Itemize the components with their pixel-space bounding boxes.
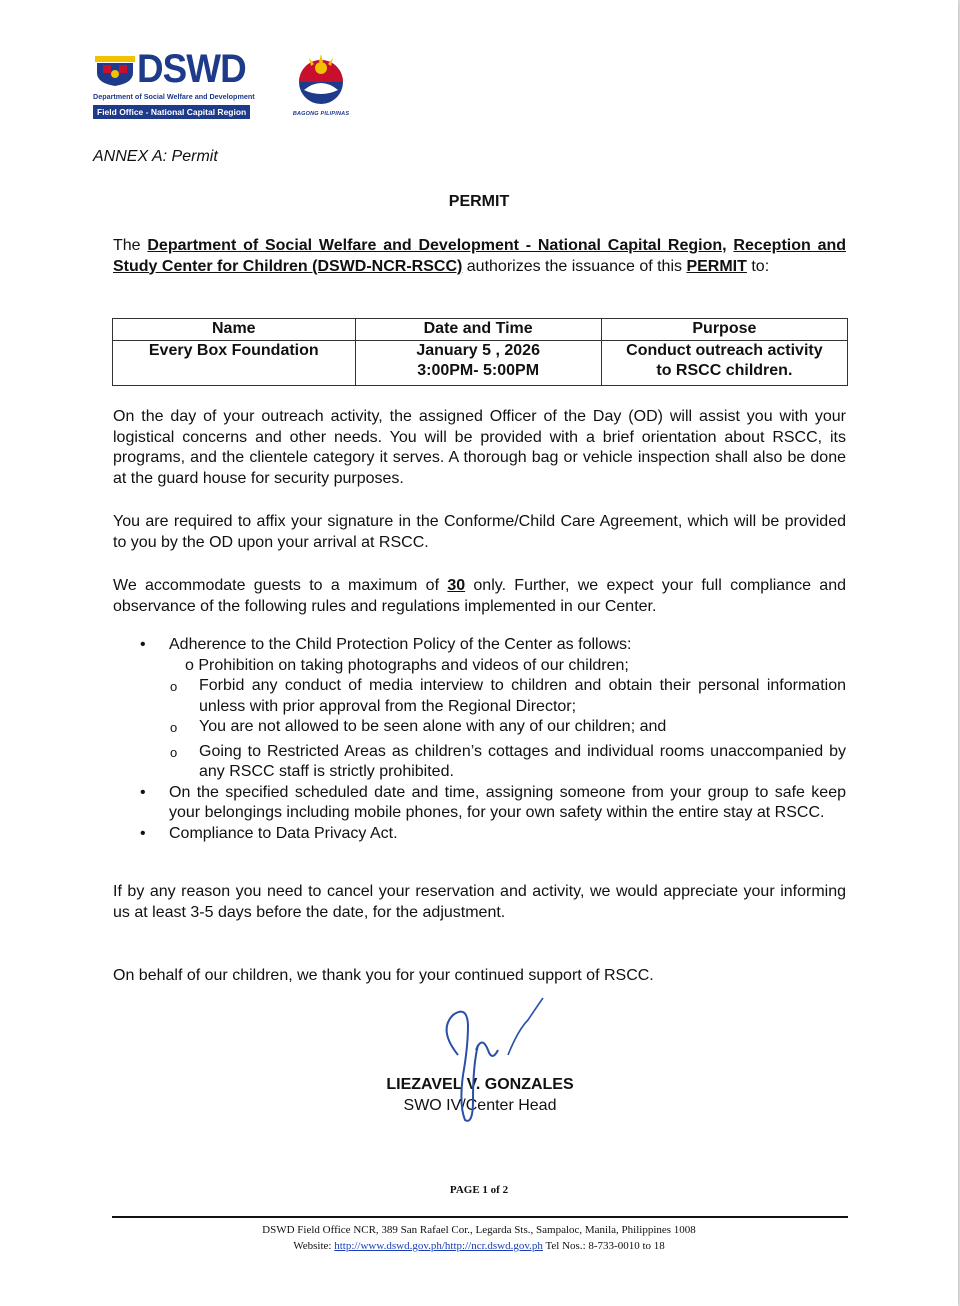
signatory-name: LIEZAVEL V. GONZALES (386, 1076, 574, 1093)
intro-org-2: Reception and Study Center for Children (DSWD-NCR-RSCC) (113, 237, 847, 275)
footer-website-link[interactable]: http://www.dswd.gov.ph/http://ncr.dswd.gov.ph (334, 1240, 543, 1252)
paragraph-conforme: You are required to affix your signature in the Conforme/Child Care Agreement, which will be provided to you by the OD upon your arrival at RSCC. (113, 513, 846, 551)
handwritten-signature (428, 995, 558, 1130)
rules-list (113, 635, 846, 844)
dswd-emblem-icon (93, 50, 137, 88)
footer (0, 1222, 958, 1254)
paragraph-thanks: On behalf of our children, we thank you for your continued support of RSCC. (113, 967, 654, 984)
header-date-time: Date and Time (355, 319, 601, 341)
intro-mid: authorizes the issuance of this (462, 257, 687, 275)
rule-belongings: On the specified scheduled date and time, assigning someone from your group to safe keep your belongings including mobile phones, for your own safety within the entire stay at RSCC. (169, 783, 846, 821)
footer-contact (0, 1238, 958, 1254)
sub-bullet-marker: o (170, 720, 178, 735)
rule-data-privacy: Compliance to Data Privacy Act. (169, 824, 398, 842)
intro-permit: PERMIT (686, 257, 747, 275)
footer-website-label: Website: (293, 1240, 335, 1252)
table-row (113, 340, 848, 385)
dswd-logo (93, 48, 273, 120)
cell-date-time (355, 340, 601, 385)
logo-subtitle: Department of Social Welfare and Development (93, 92, 255, 101)
cell-purpose (601, 340, 847, 385)
subrule-media: Forbid any conduct of media interview to children and obtain their personal information unless with prior approval from the Regional Director; (199, 677, 846, 715)
annex-label: ANNEX A: Permit (93, 148, 218, 165)
header-purpose: Purpose (601, 319, 847, 341)
list-item (113, 783, 846, 824)
permit-table (112, 318, 848, 386)
paragraph-orientation: On the day of your outreach activity, the assigned Officer of the Day (OD) will assist you with your logistical concerns and other needs. You will be provided with a brief orientation about RSCC, its programs, and the clientele category it serves. A thorough bag or vehicle inspection shall also be done at the guard house for security purposes. (113, 408, 846, 487)
cell-purpose-line-1: Conduct outreach activity (626, 341, 823, 359)
signatory-position: SWO IV/Center Head (403, 1097, 557, 1114)
bagong-pilipinas-text: BAGONG PILIPINAS (292, 111, 350, 117)
intro-post: to: (746, 257, 770, 275)
intro-paragraph (113, 236, 846, 277)
bullet-marker: • (140, 824, 146, 842)
cell-purpose-line-2: to RSCC children. (656, 362, 793, 379)
cell-time: 3:00PM- 5:00PM (417, 362, 540, 379)
cell-name: Every Box Foundation (113, 340, 356, 385)
list-item (113, 742, 846, 783)
logo-text: DSWD (137, 47, 246, 91)
list-item (113, 676, 846, 717)
sub-bullet-marker: o (170, 744, 178, 760)
bullet-marker: • (140, 783, 146, 801)
guests-max-number: 30 (447, 577, 466, 594)
table-header-row (113, 319, 848, 341)
logo-region-bar: Field Office - National Capital Region (93, 105, 250, 119)
subrule-restricted: Going to Restricted Areas as children’s cottages and individual rooms unaccompanied by any RSCC staff is strictly prohibited. (199, 742, 846, 780)
footer-address: DSWD Field Office NCR, 389 San Rafael Cor., Legarda Sts., Sampaloc, Manila, Philippines 1008 (262, 1224, 696, 1236)
list-item (113, 824, 846, 845)
subrule-photos: o Prohibition on taking photographs and videos of our children; (185, 656, 629, 674)
bullet-marker: • (140, 636, 146, 653)
bagong-pilipinas-logo (286, 52, 356, 117)
footer-divider (112, 1216, 848, 1218)
intro-org-1: Department of Social Welfare and Development - National Capital Region, (147, 237, 727, 254)
guests-post: only. Further, we expect your full compliance and observance of the following rules and regulations implemented in our Center. (113, 577, 846, 615)
cell-date: January 5 , 2026 (416, 341, 540, 359)
header-name: Name (113, 319, 356, 341)
bagong-pilipinas-seal-icon (290, 52, 352, 106)
page-title: PERMIT (448, 193, 510, 210)
rule-child-protection: Adherence to the Child Protection Policy of the Center as follows: (169, 636, 632, 653)
sub-bullet-marker: o (170, 679, 178, 694)
list-item (113, 656, 846, 677)
page-number: PAGE 1 of 2 (449, 1184, 509, 1196)
paragraph-cancellation: If by any reason you need to cancel your reservation and activity, we would appreciate your informing us at least 3-5 days before the date, for the adjustment. (113, 883, 846, 921)
intro-pre: The (113, 237, 148, 254)
list-item (113, 635, 846, 656)
list-item (113, 717, 846, 738)
guests-pre: We accommodate guests to a maximum of (113, 577, 448, 594)
subrule-alone: You are not allowed to be seen alone with any of our children; and (199, 718, 667, 735)
paragraph-guests (113, 576, 846, 617)
footer-tel: Tel Nos.: 8-733-0010 to 18 (542, 1240, 665, 1252)
